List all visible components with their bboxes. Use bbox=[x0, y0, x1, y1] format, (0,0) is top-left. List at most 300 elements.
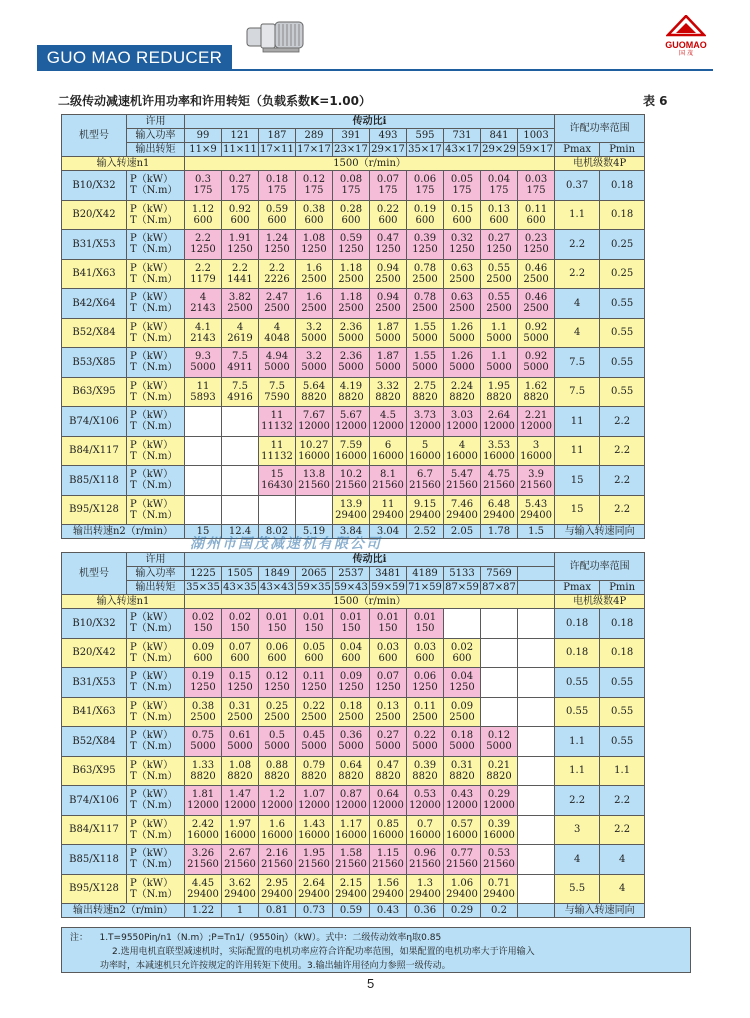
value-cell bbox=[370, 318, 407, 348]
value-p: 0.11 bbox=[302, 671, 326, 683]
output-speed-value: 8.02 bbox=[259, 525, 296, 539]
value-t: 150 bbox=[304, 623, 324, 635]
pmin-value: 4 bbox=[600, 845, 645, 875]
model-name: B85/X118 bbox=[62, 466, 127, 496]
value-t: 150 bbox=[230, 623, 250, 635]
value-p: 3.2 bbox=[306, 321, 322, 333]
table-row bbox=[62, 727, 645, 757]
value-p: 0.53 bbox=[413, 789, 437, 801]
unit-p: P（kW） bbox=[130, 203, 174, 215]
value-cell bbox=[370, 874, 407, 904]
value-t: 600 bbox=[341, 652, 361, 664]
value-t: 600 bbox=[193, 214, 213, 226]
pmax-value: 3 bbox=[555, 815, 600, 845]
value-t: 150 bbox=[193, 623, 213, 635]
model-name: B31/X53 bbox=[62, 668, 127, 698]
value-t: 21560 bbox=[261, 859, 293, 871]
value-cell bbox=[259, 318, 296, 348]
value-t: 2500 bbox=[375, 303, 401, 315]
value-p: 5.67 bbox=[339, 410, 363, 422]
value-p: 2.2 bbox=[232, 262, 248, 274]
output-speed-value: 0.81 bbox=[259, 904, 296, 918]
value-p: 3.73 bbox=[413, 410, 437, 422]
value-cell bbox=[333, 466, 370, 496]
unit-p: P（kW） bbox=[130, 848, 174, 860]
value-t: 600 bbox=[267, 652, 287, 664]
output-speed-value: 1.78 bbox=[481, 525, 518, 539]
value-t: 2500 bbox=[301, 711, 327, 723]
value-cell bbox=[407, 200, 444, 230]
output-torque-label: 输出转矩 bbox=[127, 143, 185, 157]
value-cell bbox=[259, 377, 296, 407]
value-t: 2500 bbox=[338, 303, 364, 315]
value-cell bbox=[259, 638, 296, 668]
value-cell bbox=[333, 230, 370, 260]
value-t: 600 bbox=[341, 214, 361, 226]
value-t: 29400 bbox=[372, 509, 404, 521]
value-cell bbox=[296, 318, 333, 348]
value-cell bbox=[222, 259, 259, 289]
value-p: 0.12 bbox=[487, 730, 511, 742]
value-t: 12000 bbox=[187, 800, 219, 812]
value-cell bbox=[259, 727, 296, 757]
pmin-value: 2.2 bbox=[600, 407, 645, 437]
unit-p: P（kW） bbox=[130, 700, 174, 712]
value-p: 0.79 bbox=[302, 759, 326, 771]
value-t: 175 bbox=[341, 185, 361, 197]
value-cell bbox=[370, 436, 407, 466]
ratio-value: 7569 bbox=[481, 567, 518, 581]
value-p: 11 bbox=[270, 439, 284, 451]
teeth-value: 35×35 bbox=[186, 582, 220, 593]
value-cell bbox=[222, 495, 259, 525]
value-cell bbox=[222, 230, 259, 260]
value-cell bbox=[407, 495, 444, 525]
value-cell bbox=[481, 874, 518, 904]
value-t: 2500 bbox=[338, 711, 364, 723]
value-cell bbox=[333, 697, 370, 727]
value-p: 1.06 bbox=[450, 877, 474, 889]
value-t: 16000 bbox=[520, 450, 552, 462]
value-p: 0.87 bbox=[339, 789, 363, 801]
value-t: 1250 bbox=[449, 682, 475, 694]
value-t: 150 bbox=[415, 623, 435, 635]
value-p: 3.62 bbox=[228, 877, 252, 889]
value-p: 1.26 bbox=[450, 321, 474, 333]
model-header: 机型号 bbox=[62, 115, 127, 157]
pmin-value: 2.2 bbox=[600, 495, 645, 525]
value-p: 0.75 bbox=[191, 730, 215, 742]
value-cell bbox=[444, 230, 481, 260]
value-p: 1.87 bbox=[376, 321, 400, 333]
value-p: 0.12 bbox=[302, 174, 326, 186]
teeth-value: 43×43 bbox=[260, 582, 294, 593]
value-t: 5000 bbox=[227, 741, 253, 753]
value-t: 8820 bbox=[338, 391, 364, 403]
model-name: B10/X32 bbox=[62, 609, 127, 639]
value-t: 12000 bbox=[483, 800, 515, 812]
ratio-value: 121 bbox=[222, 129, 259, 143]
value-p: 1.18 bbox=[339, 262, 363, 274]
ratio-value: 595 bbox=[407, 129, 444, 143]
table-row bbox=[62, 874, 645, 904]
value-t: 2500 bbox=[264, 303, 290, 315]
value-t: 12000 bbox=[409, 421, 441, 433]
value-cell bbox=[222, 727, 259, 757]
value-p: 1.62 bbox=[524, 380, 548, 392]
value-p: 0.22 bbox=[376, 203, 400, 215]
bottom-table bbox=[61, 552, 645, 918]
value-cell bbox=[407, 727, 444, 757]
value-cell bbox=[259, 466, 296, 496]
unit-t: T（N.m） bbox=[130, 273, 178, 285]
value-p: 3.2 bbox=[306, 351, 322, 363]
value-cell bbox=[185, 756, 222, 786]
output-speed-value: 5.19 bbox=[296, 525, 333, 539]
pmax-value: 0.18 bbox=[555, 609, 600, 639]
value-t: 12000 bbox=[446, 800, 478, 812]
unit-p: P（kW） bbox=[130, 671, 174, 683]
value-t: 8820 bbox=[301, 391, 327, 403]
unit-labels bbox=[127, 845, 185, 875]
value-cell bbox=[259, 874, 296, 904]
value-p: 1.58 bbox=[339, 848, 363, 860]
unit-labels bbox=[127, 436, 185, 466]
value-t: 12000 bbox=[298, 421, 330, 433]
value-p: 0.94 bbox=[376, 292, 400, 304]
value-cell bbox=[333, 289, 370, 319]
value-cell bbox=[259, 436, 296, 466]
value-cell bbox=[444, 815, 481, 845]
pmin-value: 0.18 bbox=[600, 171, 645, 201]
value-t: 4048 bbox=[264, 332, 290, 344]
pmin-value: 0.55 bbox=[600, 697, 645, 727]
value-p: 0.19 bbox=[413, 203, 437, 215]
pmax-value: 7.5 bbox=[555, 377, 600, 407]
value-t: 16000 bbox=[372, 450, 404, 462]
value-t: 8820 bbox=[449, 770, 475, 782]
value-t: 16000 bbox=[261, 829, 293, 841]
value-cell bbox=[222, 200, 259, 230]
pmin-value: 0.55 bbox=[600, 377, 645, 407]
value-t: 2143 bbox=[190, 332, 216, 344]
value-p: 0.27 bbox=[228, 174, 252, 186]
model-name: B85/X118 bbox=[62, 845, 127, 875]
value-p: 2.36 bbox=[339, 321, 363, 333]
value-t: 12000 bbox=[446, 421, 478, 433]
value-t: 2500 bbox=[301, 303, 327, 315]
value-cell bbox=[481, 786, 518, 816]
unit-labels bbox=[127, 697, 185, 727]
value-p: 0.31 bbox=[450, 759, 474, 771]
value-p: 2.64 bbox=[302, 877, 326, 889]
value-t: 2500 bbox=[190, 711, 216, 723]
value-t: 175 bbox=[526, 185, 546, 197]
value-t: 12000 bbox=[261, 800, 293, 812]
value-cell bbox=[481, 289, 518, 319]
unit-t: T（N.m） bbox=[130, 450, 178, 462]
value-p: 4.94 bbox=[265, 351, 289, 363]
value-t: 2500 bbox=[375, 273, 401, 285]
pmin-value: 0.55 bbox=[600, 348, 645, 378]
ratio-value: 1849 bbox=[259, 567, 296, 581]
value-cell bbox=[296, 727, 333, 757]
value-p: 0.13 bbox=[487, 203, 511, 215]
pmin-header: Pmin bbox=[600, 581, 645, 595]
value-t: 21560 bbox=[483, 859, 515, 871]
value-t: 29400 bbox=[261, 888, 293, 900]
value-t: 175 bbox=[378, 185, 398, 197]
value-cell bbox=[444, 756, 481, 786]
value-p: 0.59 bbox=[265, 203, 289, 215]
value-cell bbox=[259, 609, 296, 639]
value-p: 1.08 bbox=[302, 233, 326, 245]
value-t: 600 bbox=[452, 214, 472, 226]
unit-t: T（N.m） bbox=[130, 509, 178, 521]
value-t: 1250 bbox=[338, 244, 364, 256]
value-p: 6.7 bbox=[417, 469, 433, 481]
value-cell bbox=[222, 609, 259, 639]
value-cell bbox=[407, 815, 444, 845]
reducer-motor-image bbox=[245, 14, 307, 54]
value-t: 2500 bbox=[449, 711, 475, 723]
value-p: 0.01 bbox=[265, 612, 289, 624]
value-cell bbox=[296, 668, 333, 698]
value-cell bbox=[444, 495, 481, 525]
value-t: 8820 bbox=[523, 391, 549, 403]
value-cell bbox=[185, 495, 222, 525]
value-p: 0.57 bbox=[450, 818, 474, 830]
value-p: 9.15 bbox=[413, 498, 437, 510]
value-cell bbox=[259, 845, 296, 875]
value-cell bbox=[259, 407, 296, 437]
pmin-value: 0.55 bbox=[600, 318, 645, 348]
value-t: 5000 bbox=[264, 362, 290, 374]
value-cell bbox=[333, 638, 370, 668]
value-cell bbox=[407, 697, 444, 727]
value-cell bbox=[296, 377, 333, 407]
value-t: 8820 bbox=[375, 770, 401, 782]
teeth-value: 17×11 bbox=[260, 144, 294, 155]
value-cell bbox=[407, 756, 444, 786]
value-p: 2.2 bbox=[269, 262, 285, 274]
value-t: 2500 bbox=[227, 303, 253, 315]
value-p: 5.43 bbox=[524, 498, 548, 510]
value-p: 0.18 bbox=[265, 174, 289, 186]
logo-mark-icon bbox=[666, 15, 706, 37]
value-t: 16000 bbox=[335, 829, 367, 841]
value-t: 21560 bbox=[409, 480, 441, 492]
value-cell bbox=[333, 171, 370, 201]
value-p: 0.31 bbox=[228, 700, 252, 712]
unit-t: T（N.m） bbox=[130, 711, 178, 723]
pmin-value: 2.2 bbox=[600, 436, 645, 466]
unit-labels bbox=[127, 348, 185, 378]
value-p: 0.18 bbox=[339, 700, 363, 712]
output-speed-value: 0.73 bbox=[296, 904, 333, 918]
value-cell bbox=[481, 200, 518, 230]
value-p: 6 bbox=[384, 439, 392, 451]
value-cell bbox=[518, 727, 555, 757]
value-cell bbox=[333, 407, 370, 437]
value-p: 4 bbox=[199, 292, 207, 304]
value-cell bbox=[444, 259, 481, 289]
pmax-header: Pmax bbox=[555, 581, 600, 595]
table-row bbox=[62, 466, 645, 496]
value-p: 0.27 bbox=[376, 730, 400, 742]
value-cell bbox=[296, 230, 333, 260]
value-cell bbox=[296, 756, 333, 786]
pmax-value: 1.1 bbox=[555, 727, 600, 757]
value-t: 5000 bbox=[486, 741, 512, 753]
value-cell bbox=[185, 200, 222, 230]
value-cell bbox=[333, 609, 370, 639]
value-p: 1.17 bbox=[339, 818, 363, 830]
value-p: 0.55 bbox=[487, 292, 511, 304]
value-p: 1.12 bbox=[191, 203, 215, 215]
value-p: 0.15 bbox=[450, 203, 474, 215]
value-p: 0.39 bbox=[487, 818, 511, 830]
unit-t: T（N.m） bbox=[130, 185, 178, 197]
value-cell bbox=[481, 230, 518, 260]
teeth-value: 71×59 bbox=[408, 582, 442, 593]
value-t: 1179 bbox=[190, 273, 216, 285]
output-speed-value: 0.29 bbox=[444, 904, 481, 918]
value-p: 0.78 bbox=[413, 292, 437, 304]
value-p: 2.36 bbox=[339, 351, 363, 363]
value-t: 1250 bbox=[412, 244, 438, 256]
value-t: 4911 bbox=[227, 362, 253, 374]
value-p: 0.09 bbox=[339, 671, 363, 683]
unit-labels bbox=[127, 200, 185, 230]
value-cell bbox=[370, 230, 407, 260]
value-cell bbox=[296, 466, 333, 496]
model-name: B63/X95 bbox=[62, 756, 127, 786]
value-t: 16000 bbox=[187, 829, 219, 841]
table-row bbox=[62, 668, 645, 698]
value-cell bbox=[407, 289, 444, 319]
value-p: 0.18 bbox=[450, 730, 474, 742]
value-cell bbox=[333, 200, 370, 230]
input-speed-label: 输入转速n1 bbox=[62, 157, 185, 171]
value-t: 175 bbox=[267, 185, 287, 197]
value-cell bbox=[518, 407, 555, 437]
pmax-value: 11 bbox=[555, 407, 600, 437]
value-cell bbox=[333, 668, 370, 698]
value-p: 9.3 bbox=[195, 351, 211, 363]
value-p: 0.05 bbox=[450, 174, 474, 186]
value-t: 175 bbox=[489, 185, 509, 197]
unit-p: P（kW） bbox=[130, 292, 174, 304]
value-t: 29400 bbox=[298, 888, 330, 900]
model-name: B53/X85 bbox=[62, 348, 127, 378]
value-t: 150 bbox=[378, 623, 398, 635]
value-p: 7.5 bbox=[269, 380, 285, 392]
output-torque-label: 输出转矩 bbox=[127, 581, 185, 595]
value-t: 21560 bbox=[224, 859, 256, 871]
value-cell bbox=[333, 436, 370, 466]
model-name: B74/X106 bbox=[62, 786, 127, 816]
teeth-value: 87×59 bbox=[445, 582, 479, 593]
output-speed-value: 2.52 bbox=[407, 525, 444, 539]
value-p: 7.5 bbox=[232, 380, 248, 392]
value-t: 16000 bbox=[483, 450, 515, 462]
value-cell bbox=[407, 786, 444, 816]
table-row bbox=[62, 200, 645, 230]
value-p: 0.61 bbox=[228, 730, 252, 742]
pmin-value: 0.55 bbox=[600, 727, 645, 757]
ratio-value: 1225 bbox=[185, 567, 222, 581]
ratio-value: 493 bbox=[370, 129, 407, 143]
value-cell bbox=[333, 318, 370, 348]
value-t: 16000 bbox=[298, 450, 330, 462]
value-t: 7590 bbox=[264, 391, 290, 403]
unit-labels bbox=[127, 171, 185, 201]
value-p: 0.63 bbox=[450, 262, 474, 274]
notes-line1: 1.T=9550Piη/n1（N.m）;P=Tn1/（9550iη）（kW）。式中：二级传动效率η取0.85 bbox=[99, 933, 442, 943]
value-p: 0.04 bbox=[339, 641, 363, 653]
pmax-header: Pmax bbox=[555, 143, 600, 157]
value-cell bbox=[296, 407, 333, 437]
unit-t: T（N.m） bbox=[130, 770, 178, 782]
value-t: 21560 bbox=[335, 859, 367, 871]
value-t: 16000 bbox=[483, 829, 515, 841]
value-t: 29400 bbox=[483, 888, 515, 900]
ratio-value bbox=[518, 567, 555, 581]
model-name: B63/X95 bbox=[62, 377, 127, 407]
model-name: B95/X128 bbox=[62, 874, 127, 904]
value-t: 21560 bbox=[298, 480, 330, 492]
value-t: 16430 bbox=[261, 480, 293, 492]
value-t: 29400 bbox=[483, 509, 515, 521]
value-p: 3 bbox=[532, 439, 540, 451]
value-t: 12000 bbox=[372, 800, 404, 812]
value-t: 5000 bbox=[375, 362, 401, 374]
value-cell bbox=[444, 466, 481, 496]
value-cell bbox=[518, 756, 555, 786]
pmin-value: 4 bbox=[600, 874, 645, 904]
input-power-label: 输入功率 bbox=[127, 567, 185, 581]
pmin-value: 0.25 bbox=[600, 259, 645, 289]
value-p: 0.64 bbox=[376, 789, 400, 801]
unit-labels bbox=[127, 230, 185, 260]
input-speed-value: 1500（r/min） bbox=[185, 157, 555, 171]
value-t: 21560 bbox=[409, 859, 441, 871]
value-t: 1250 bbox=[375, 682, 401, 694]
value-cell bbox=[185, 259, 222, 289]
value-cell bbox=[444, 436, 481, 466]
ratio-value: 2537 bbox=[333, 567, 370, 581]
output-speed-value: 0.43 bbox=[370, 904, 407, 918]
value-p: 10.27 bbox=[299, 439, 329, 451]
value-p: 3.82 bbox=[228, 292, 252, 304]
value-p: 1.26 bbox=[450, 351, 474, 363]
ratio-value: 1505 bbox=[222, 567, 259, 581]
value-cell bbox=[407, 171, 444, 201]
value-p: 0.36 bbox=[339, 730, 363, 742]
value-p: 11 bbox=[270, 410, 284, 422]
value-t: 1250 bbox=[190, 682, 216, 694]
pmax-value: 2.2 bbox=[555, 786, 600, 816]
pmin-value: 0.55 bbox=[600, 668, 645, 698]
value-p: 0.71 bbox=[487, 877, 511, 889]
value-p: 1.47 bbox=[228, 789, 252, 801]
value-p: 2.95 bbox=[265, 877, 289, 889]
value-t: 5000 bbox=[523, 362, 549, 374]
table-row bbox=[62, 407, 645, 437]
value-t: 2500 bbox=[523, 273, 549, 285]
value-t: 5000 bbox=[301, 332, 327, 344]
